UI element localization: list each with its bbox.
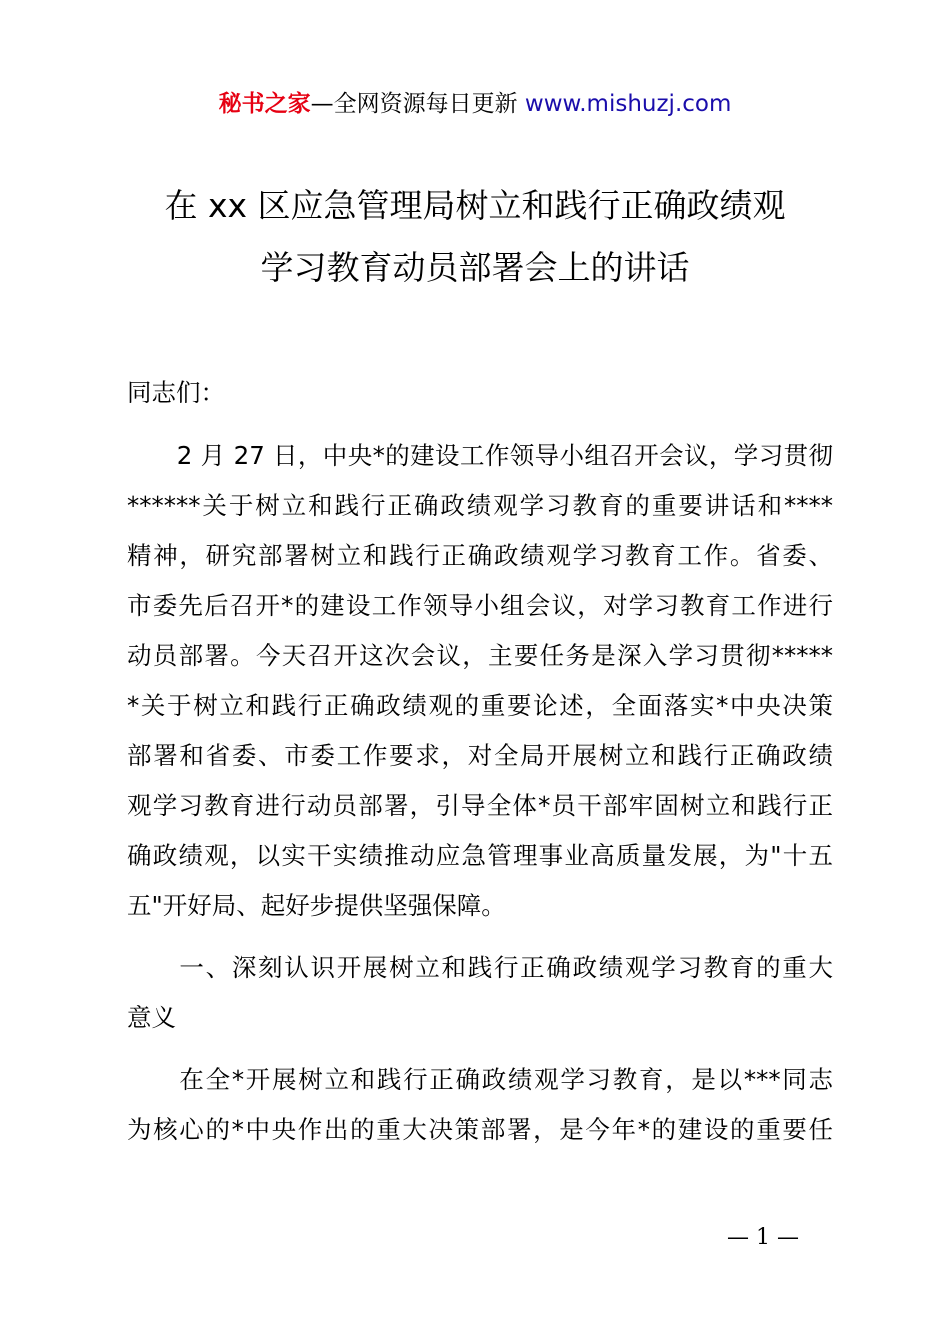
document-title-line-1: 在 xx 区应急管理局树立和践行正确政绩观 <box>164 186 786 225</box>
paragraph-intro <box>127 431 833 931</box>
site-url-link[interactable]: www.mishuzj.com <box>524 91 732 117</box>
paragraph-section-1 <box>127 1055 833 1155</box>
site-brand: 秘书之家 <box>218 91 311 117</box>
site-header <box>0 86 950 122</box>
page-number: — 1 — <box>727 1225 799 1250</box>
paragraph-line: 为核心的*中央作出的重大决策部署，是今年*的建设的重要任 <box>127 1115 833 1144</box>
paragraph-line: 五"开好局、起好步提供坚强保障。 <box>127 891 506 920</box>
section-heading-1 <box>127 943 833 1043</box>
paragraph-line: 动员部署。今天召开这次会议，主要任务是深入学习贯彻***** <box>127 641 833 670</box>
paragraph-line: 观学习教育进行动员部署，引导全体*员干部牢固树立和践行正 <box>127 791 833 820</box>
site-tagline: —全网资源每日更新 <box>310 91 525 117</box>
heading-line: 意义 <box>127 1003 176 1032</box>
salutation: 同志们： <box>127 378 225 407</box>
paragraph-line: 2 月 27 日，中央*的建设工作领导小组召开会议，学习贯彻 <box>127 441 833 470</box>
paragraph-line: ******关于树立和践行正确政绩观学习教育的重要讲话和**** <box>127 491 833 520</box>
paragraph-line: 精神，研究部署树立和践行正确政绩观学习教育工作。省委、 <box>127 541 833 570</box>
document-title-line-2: 学习教育动员部署会上的讲话 <box>260 248 690 287</box>
paragraph-line: 市委先后召开*的建设工作领导小组会议，对学习教育工作进行 <box>127 591 833 620</box>
heading-line: 一、深刻认识开展树立和践行正确政绩观学习教育的重大 <box>127 953 833 982</box>
paragraph-line: 部署和省委、市委工作要求，对全局开展树立和践行正确政绩 <box>127 741 833 770</box>
paragraph-line: *关于树立和践行正确政绩观的重要论述，全面落实*中央决策 <box>127 691 833 720</box>
paragraph-line: 在全*开展树立和践行正确政绩观学习教育，是以***同志 <box>127 1065 833 1094</box>
paragraph-line: 确政绩观，以实干实绩推动应急管理事业高质量发展，为"十五 <box>127 841 833 870</box>
